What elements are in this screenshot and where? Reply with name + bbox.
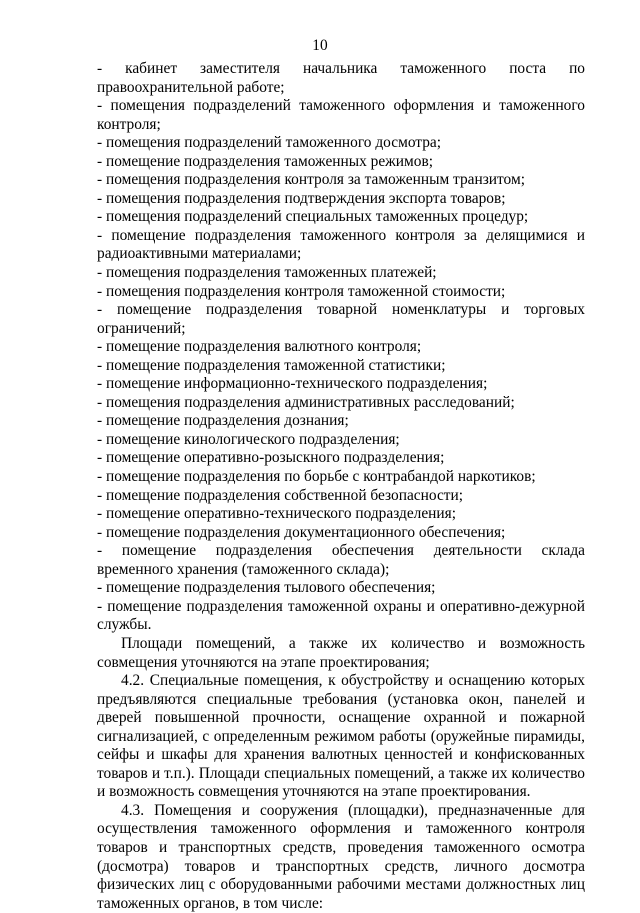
list-item: - помещения подразделения контроля за таможенным транзитом; [97, 171, 525, 189]
paragraph-4-3: 4.3. Помещения и сооружения (площадки), предназначенные для осуществления таможенного оформления и таможенного контроля товаров и транспортных средств, проведения таможенного осмотра (досмотра) товаров и транспортных средств, личного досмотра физических лиц с оборудованными рабочими местами должностных лиц таможенных органов, в том числе: [97, 801, 585, 912]
document-body [97, 60, 585, 913]
list-item: - помещения подразделения таможенных платежей; [97, 264, 437, 282]
list-item: - помещение информационно-технического подразделения; [97, 375, 488, 393]
list-item: - помещения подразделений таможенного досмотра; [97, 134, 442, 152]
list-item: - кабинет заместителя начальника таможенного поста по правоохранительной работе; [97, 60, 585, 96]
list-item: - помещение подразделения валютного контроля; [97, 338, 422, 356]
list-item: - помещение подразделения таможенной охраны и оперативно-дежурной службы. [97, 597, 585, 634]
list-item: - помещение подразделения тылового обеспечения; [97, 579, 436, 597]
list-item: - помещения подразделения контроля таможенной стоимости; [97, 282, 506, 300]
list-item: - помещение подразделения собственной безопасности; [97, 486, 464, 504]
list-item: - помещения подразделений специальных таможенных процедур; [97, 208, 529, 226]
list-item: - помещение подразделения таможенного контроля за делящимися и радиоактивными материалами; [97, 226, 585, 263]
list-item: - помещение подразделения таможенной статистики; [97, 356, 446, 374]
list-item: - помещения подразделения подтверждения экспорта товаров; [97, 189, 506, 207]
list-item: - помещение подразделения товарной номенклатуры и торговых ограничений; [97, 301, 585, 337]
paragraph-4-2: 4.2. Специальные помещения, к обустройству и оснащению которых предъявляются специальные требования (установка окон, панелей и дверей повышенной прочности, оснащение охранной и пожарной сигнализацией, с определенным режимом работы (оружейные пирамиды, сейфы и шкафы для хранения валютных ценностей и конфискованных товаров и т.п.). Площади специальных помещений, а также их количество и возможность совмещения уточняются на этапе проектирования. [97, 672, 585, 801]
list-item: - помещение подразделения документационного обеспечения; [97, 523, 506, 541]
list-item: - помещение подразделения обеспечения деятельности склада временного хранения (таможенного склада); [97, 542, 585, 578]
list-item: - помещения подразделения административных расследований; [97, 393, 515, 411]
page-number: 10 [312, 37, 328, 54]
list-item: - помещение подразделения таможенных режимов; [97, 152, 434, 170]
list-item: - помещение оперативно-технического подразделения; [97, 505, 457, 523]
list-item: - помещения подразделений таможенного оформления и таможенного контроля; [97, 97, 585, 133]
list-item: - помещение кинологического подразделения; [97, 430, 400, 448]
list-item: - помещение оперативно-розыскного подразделения; [97, 449, 445, 467]
paragraph-area-note: Площади помещений, а также их количество и возможность совмещения уточняются на этапе проектирования; [97, 634, 585, 671]
list-item: - помещение подразделения по борьбе с контрабандой наркотиков; [97, 468, 536, 486]
list-item: - помещение подразделения дознания; [97, 412, 349, 430]
